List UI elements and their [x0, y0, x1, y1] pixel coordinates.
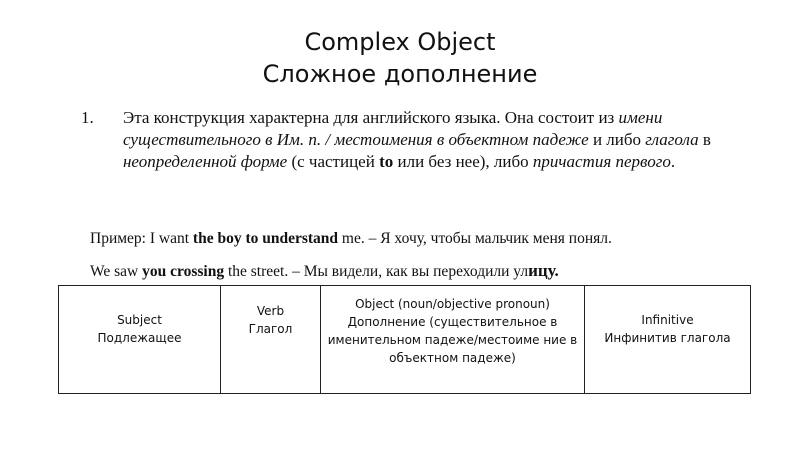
slide-title-english: Complex Object — [304, 28, 496, 56]
rule-segment-normal: или без нее), либо — [393, 152, 533, 171]
cell-infinitive-en: Infinitive — [641, 313, 694, 327]
rule-segment-normal: и либо — [588, 130, 646, 149]
table-row — [59, 286, 751, 394]
rule-segment-italic: глагола — [645, 130, 699, 149]
cell-subject-en: Subject — [117, 313, 162, 327]
rule-segment-italic: имени существительного в Им. п. / местоимения в объектном падеже — [123, 108, 663, 149]
rule-segment-normal: в — [698, 130, 711, 149]
rule-segment-italic: неопределенной форме — [123, 152, 288, 171]
list-number: 1. — [81, 108, 94, 127]
example-1-suffix: me. – Я хочу, чтобы мальчик меня понял. — [338, 230, 612, 247]
example-sentence-2 — [90, 261, 559, 282]
rule-segment-normal: (с частицей — [287, 152, 380, 171]
rule-segment-normal: Эта конструкция характерна для английского языка. Она состоит из — [123, 108, 619, 127]
example-2-ending: ицу. — [528, 261, 559, 280]
cell-verb-en: Verb — [256, 304, 285, 318]
table-cell-subject — [59, 286, 221, 394]
table-cell-verb — [221, 286, 321, 394]
example-2-highlight: you crossing — [142, 263, 225, 280]
slide-title-russian: Сложное дополнение — [262, 60, 538, 88]
cell-infinitive-ru: Инфинитив глагола — [604, 331, 731, 345]
cell-subject-ru: Подлежащее — [97, 331, 182, 345]
cell-object-en: Object (noun/objective pronoun) — [355, 297, 550, 311]
table-cell-object — [321, 286, 585, 394]
rule-segment-normal: . — [670, 152, 676, 171]
example-sentence-1 — [90, 229, 612, 249]
example-1-highlight: the boy to understand — [192, 230, 339, 247]
rule-segment-italic: причастия первого — [532, 152, 671, 171]
example-2-suffix: the street. – Мы видели, как вы переходили ул — [224, 263, 529, 280]
cell-object-ru: Дополнение (существительное в именительном падеже/местоиме ние в объектном падеже) — [327, 315, 578, 365]
example-1-prefix: Пример: I want — [90, 230, 193, 247]
table-cell-infinitive — [585, 286, 751, 394]
rule-segment-bold: to — [379, 152, 394, 171]
cell-verb-ru: Глагол — [248, 322, 293, 336]
rule-paragraph — [123, 107, 763, 173]
example-2-prefix: We saw — [90, 263, 143, 280]
structure-table — [58, 285, 751, 394]
